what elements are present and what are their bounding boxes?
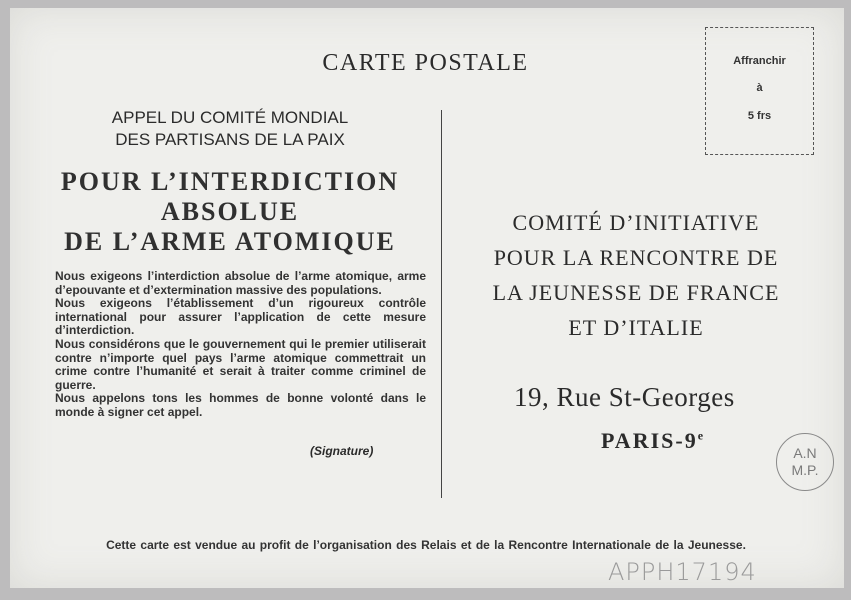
appeal-paragraph-1: Nous exigeons l’interdiction absolue de l’arme atomique, arme d’epouvante et d’extermination massive des populations. xyxy=(55,269,426,297)
appeal-title-line-3: DE L’ARME ATOMIQUE xyxy=(64,227,396,256)
appeal-paragraph-3: Nous considérons que le gouvernement qui le premier utiliserait contre n’importe quel pays l’arme atomique commettrait un crime contre l’humanité et serait à traiter comme criminel de guerre. xyxy=(55,336,426,392)
appeal-title-line-1: POUR L’INTERDICTION xyxy=(60,167,400,196)
recipient-city-name: PARIS-9 xyxy=(601,428,698,453)
postcard-title: CARTE POSTALE xyxy=(322,50,529,76)
recipient-org-line-3: LA JEUNESSE DE FRANCE xyxy=(492,280,780,305)
recipient-city-suffix: e xyxy=(697,428,704,443)
recipient-city xyxy=(601,428,703,454)
stamp-label-2: à xyxy=(756,82,763,94)
stamp-label-1: Affranchir xyxy=(733,55,786,67)
appeal-paragraph-4: Nous appelons tons les hommes de bonne volonté dans le monde à signer cet appel. xyxy=(55,391,426,419)
archive-seal-stamp xyxy=(776,433,834,491)
appeal-heading-line-2: DES PARTISANS DE LA PAIX xyxy=(115,130,345,149)
stamp-box xyxy=(705,27,814,155)
seal-line-1: A.N xyxy=(793,445,817,461)
recipient-org-line-2: POUR LA RENCONTRE DE xyxy=(493,245,779,270)
recipient-org-line-1: COMITÉ D’INITIATIVE xyxy=(512,210,760,235)
stamp-label-3: 5 frs xyxy=(747,110,772,122)
appeal-body xyxy=(55,270,426,420)
recipient-org-line-4: ET D’ITALIE xyxy=(568,315,704,340)
signature-label: (Signature) xyxy=(310,444,374,458)
recipient-street: 19, Rue St-Georges xyxy=(514,382,735,412)
appeal-title-line-2: ABSOLUE xyxy=(160,197,300,226)
archive-reference: APPH17194 xyxy=(608,558,757,586)
appeal-heading-line-1: APPEL DU COMITÉ MONDIAL xyxy=(111,108,349,127)
footer-note: Cette carte est vendue au profit de l’organisation des Relais et de la Rencontre Internationale de la Jeunesse. xyxy=(106,538,746,552)
recipient-organization xyxy=(448,205,824,345)
appeal-paragraph-2: Nous exigeons l’établissement d’un rigoureux contrôle international pour assurer l’application de cette mesure d’interdiction. xyxy=(55,296,426,338)
vertical-divider xyxy=(441,110,442,498)
seal-line-2: M.P. xyxy=(791,462,819,478)
